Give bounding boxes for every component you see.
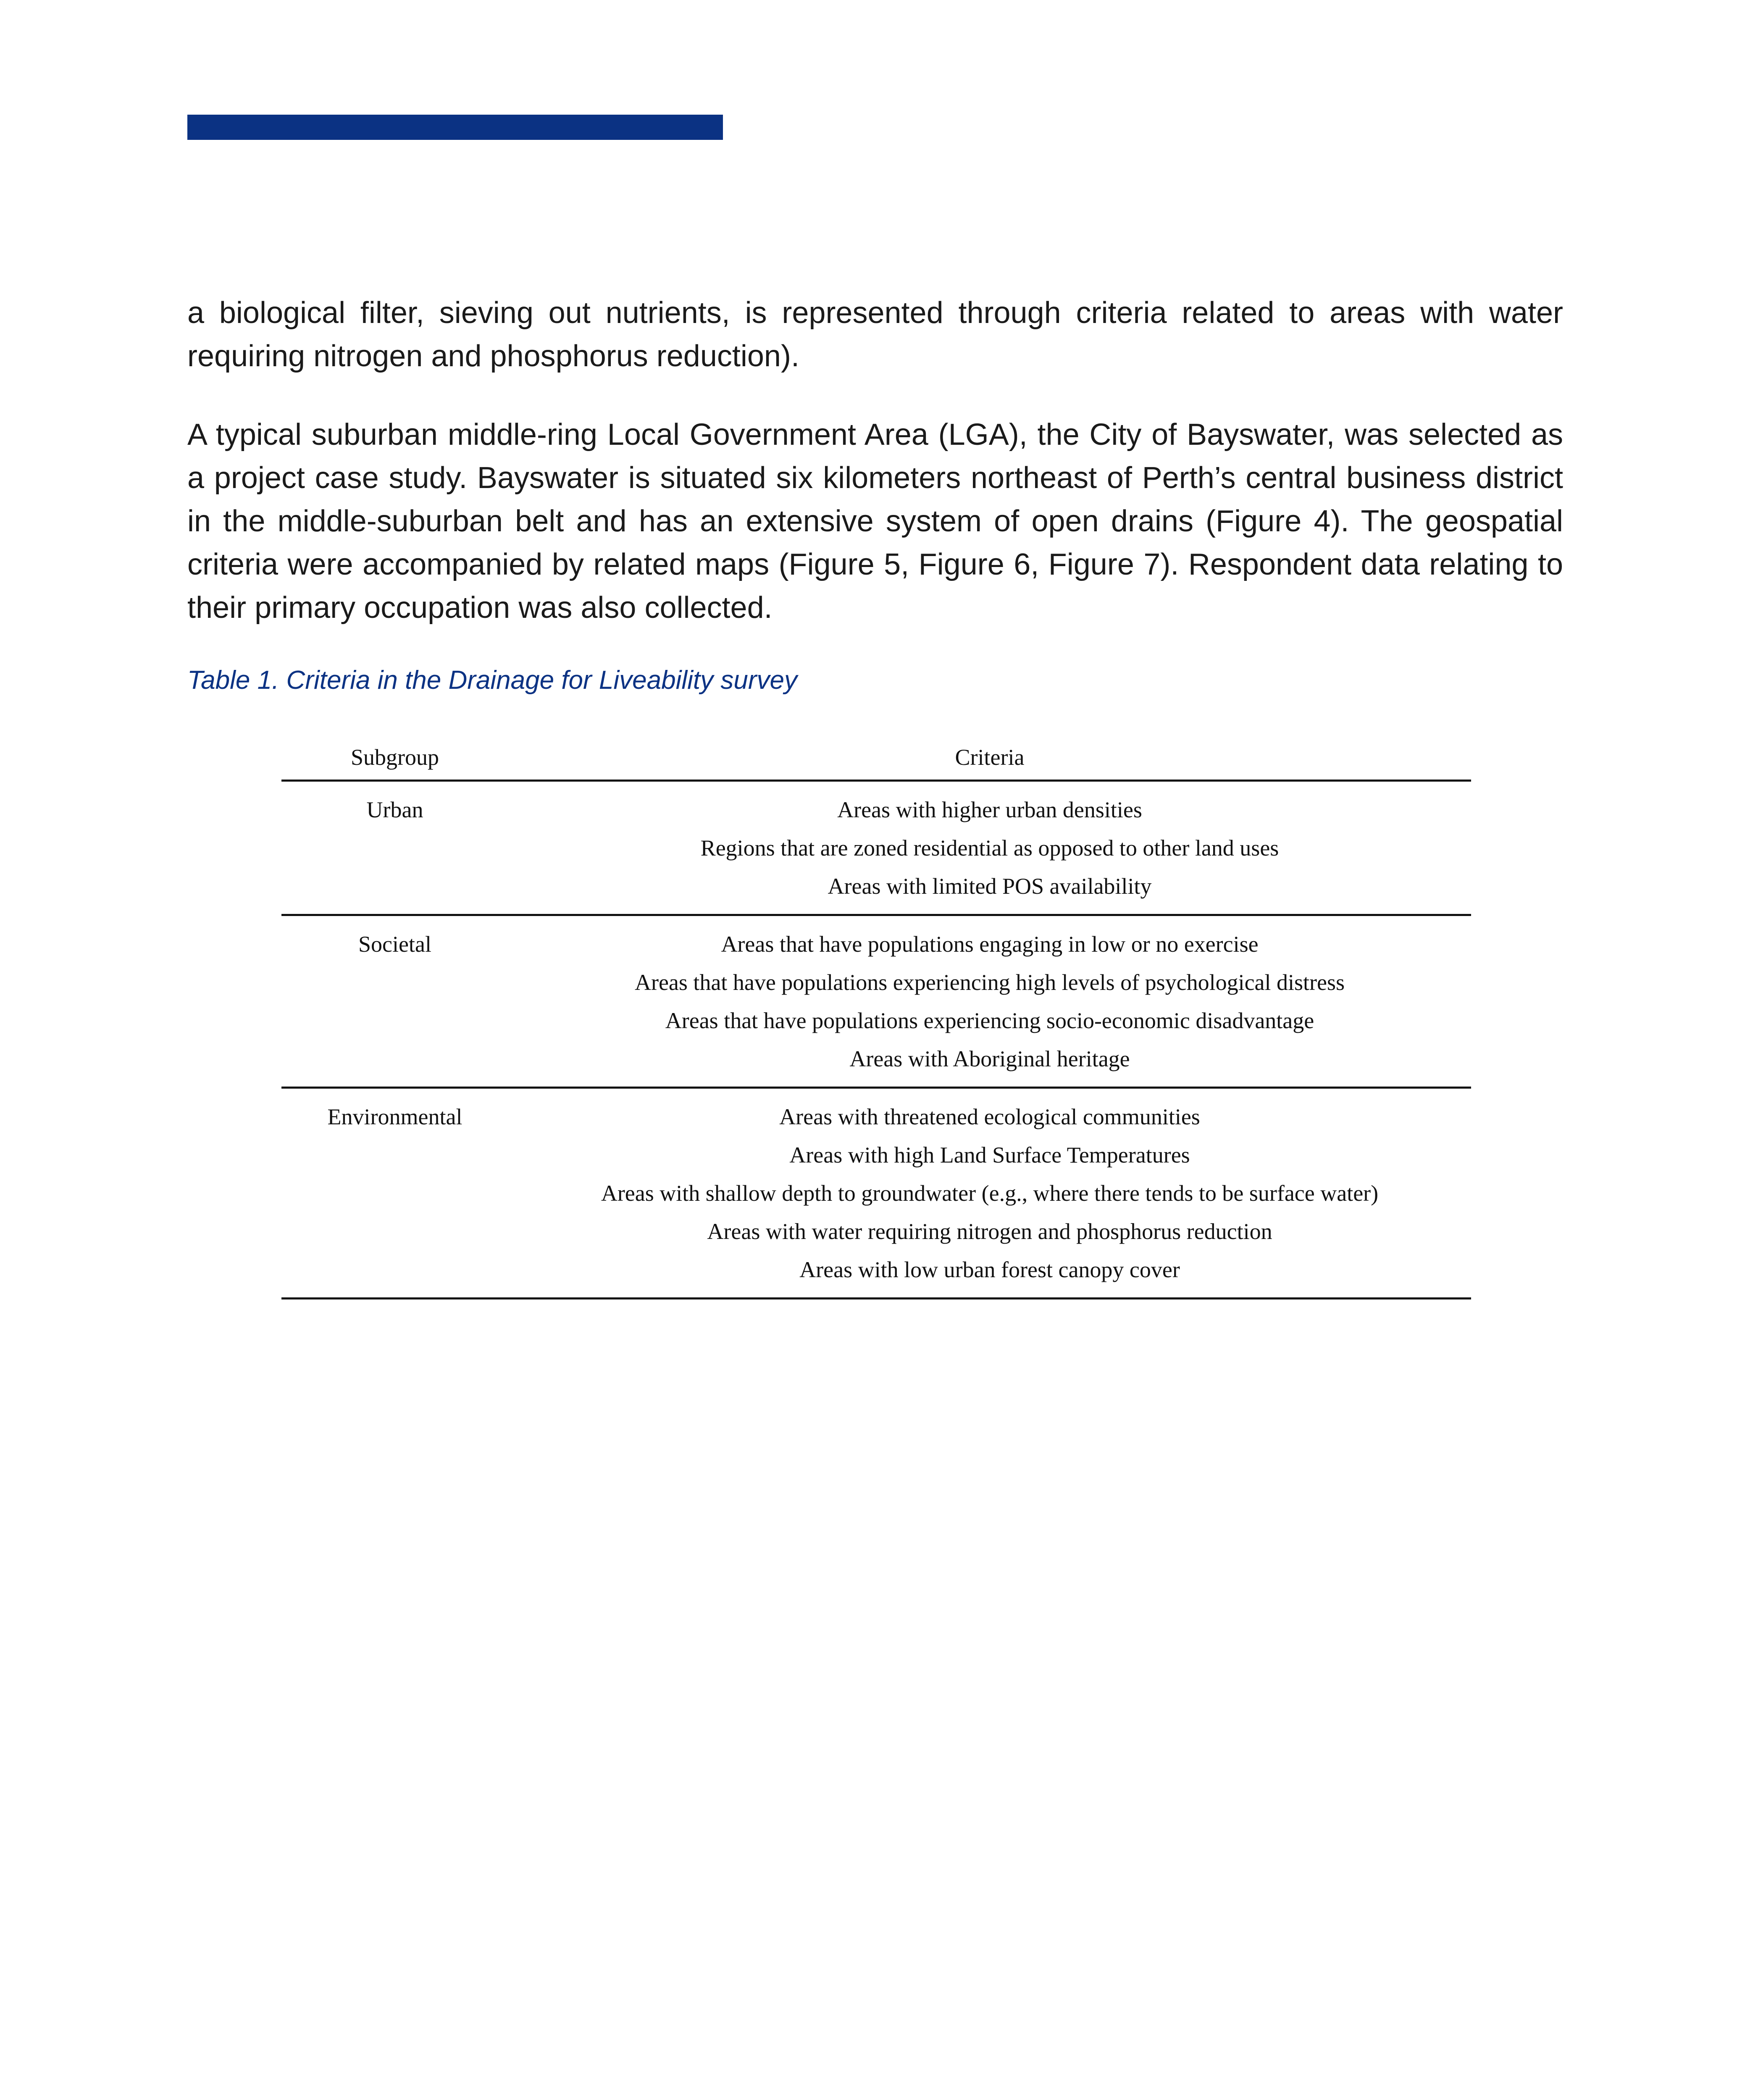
header-accent-bar xyxy=(187,115,723,140)
body-paragraph-2: A typical suburban middle-ring Local Government Area (LGA), the City of Bayswater, was selected as a project case study. Bayswater is situated six kilometers northeast of Perth’s central business district in the middle-suburban belt and has an extensive system of open drains (Figure 4). The geospatial criteria were accompanied by related maps (Figure 5, Figure 6, Figure 7). Respondent data relating to their primary occupation was also collected. xyxy=(187,418,1563,625)
criterion: Regions that are zoned residential as opposed to other land uses xyxy=(700,835,1279,861)
table-row-urban xyxy=(281,781,1471,915)
criterion: Areas with high Land Surface Temperatures xyxy=(789,1142,1190,1168)
table-row-societal xyxy=(281,915,1471,1088)
criterion: Areas that have populations engaging in low or no exercise xyxy=(721,932,1259,957)
body-paragraph-1: a biological filter, sieving out nutrients, is represented through criteria related to areas with water requiring nitrogen and phosphorus reduction). xyxy=(187,296,1563,373)
criterion: Areas that have populations experiencing socio-economic disadvantage xyxy=(665,1008,1314,1033)
subgroup-cell: Societal xyxy=(281,915,508,1088)
subgroup-cell: Urban xyxy=(281,781,508,915)
criterion: Areas with low urban forest canopy cover xyxy=(799,1257,1180,1282)
criterion: Areas with higher urban densities xyxy=(837,797,1142,822)
criterion: Areas with limited POS availability xyxy=(828,874,1152,899)
criterion: Areas with Aboriginal heritage xyxy=(849,1046,1130,1071)
table-caption: Table 1. Criteria in the Drainage for Liveability survey xyxy=(187,666,797,695)
criterion: Areas with water requiring nitrogen and phosphorus reduction xyxy=(707,1219,1272,1244)
criterion: Areas with threatened ecological communities xyxy=(779,1104,1200,1129)
criteria-cell xyxy=(508,1088,1471,1299)
criterion: Areas that have populations experiencing high levels of psychological distress xyxy=(634,970,1345,995)
criteria-cell xyxy=(508,915,1471,1088)
criteria-cell xyxy=(508,781,1471,915)
table-row-environmental xyxy=(281,1088,1471,1299)
criterion: Areas with shallow depth to groundwater (e.g., where there tends to be surface water) xyxy=(601,1181,1379,1206)
subgroup-cell: Environmental xyxy=(281,1088,508,1299)
criteria-table xyxy=(281,736,1471,1299)
header-subgroup: Subgroup xyxy=(281,736,508,781)
header-criteria: Criteria xyxy=(508,736,1471,781)
